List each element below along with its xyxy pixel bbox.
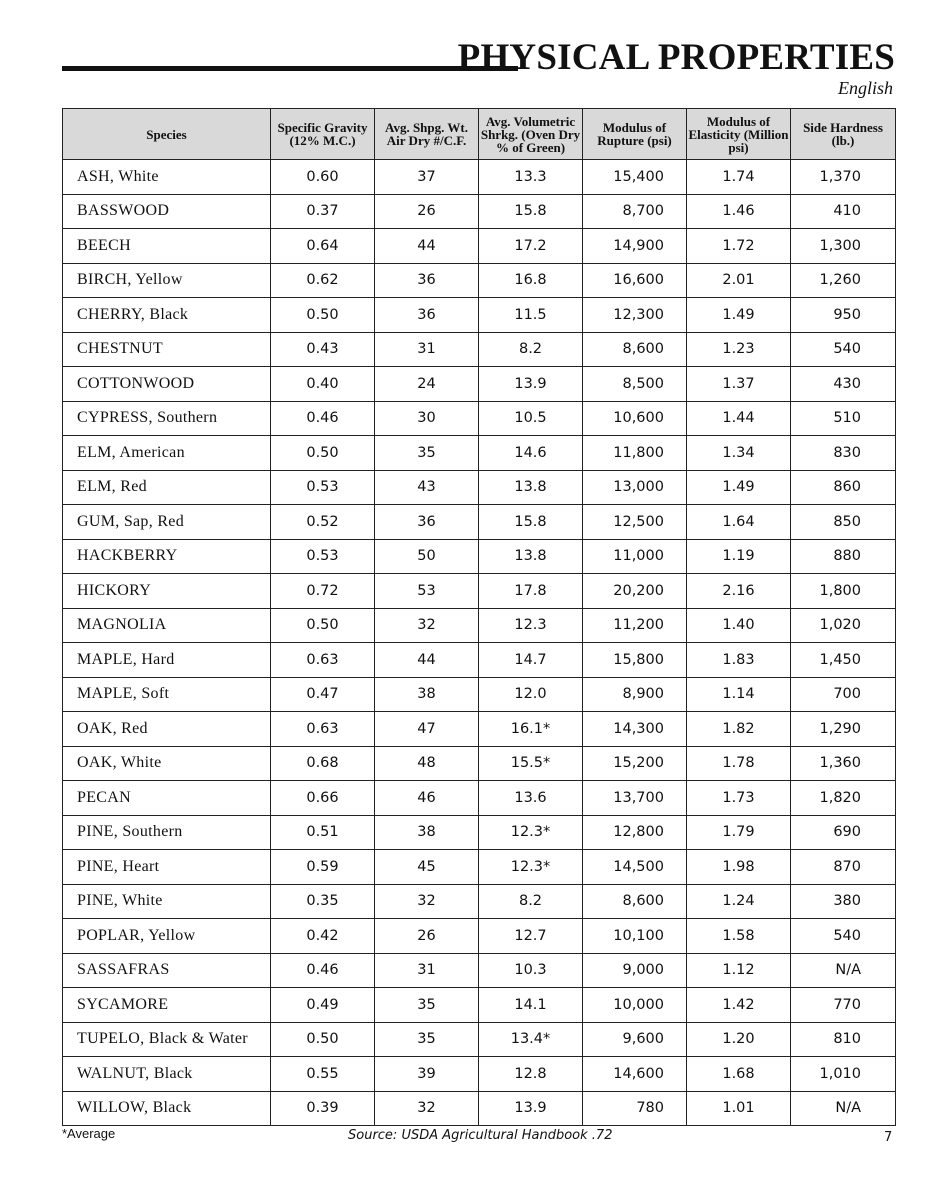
table-row bbox=[63, 1057, 896, 1092]
modulus-of-elasticity-cell: 1.40 bbox=[687, 608, 791, 643]
volumetric-shrinkage-cell: 12.3* bbox=[479, 850, 583, 885]
modulus-of-elasticity-cell: 1.01 bbox=[687, 1091, 791, 1126]
modulus-of-elasticity-cell: 1.82 bbox=[687, 712, 791, 747]
species-cell: GUM, Sap, Red bbox=[63, 505, 271, 540]
species-cell: OAK, White bbox=[63, 746, 271, 781]
shipping-weight-cell: 26 bbox=[375, 194, 479, 229]
specific-gravity-cell: 0.37 bbox=[271, 194, 375, 229]
modulus-of-elasticity-cell: 1.23 bbox=[687, 332, 791, 367]
modulus-of-rupture-cell: 14,900 bbox=[583, 229, 687, 264]
modulus-of-elasticity-cell: 1.64 bbox=[687, 505, 791, 540]
specific-gravity-cell: 0.43 bbox=[271, 332, 375, 367]
volumetric-shrinkage-cell: 13.3 bbox=[479, 160, 583, 195]
specific-gravity-cell: 0.47 bbox=[271, 677, 375, 712]
shipping-weight-cell: 39 bbox=[375, 1057, 479, 1092]
volumetric-shrinkage-cell: 12.7 bbox=[479, 919, 583, 954]
species-cell: ASH, White bbox=[63, 160, 271, 195]
species-cell: ELM, Red bbox=[63, 470, 271, 505]
modulus-of-elasticity-cell: 1.34 bbox=[687, 436, 791, 471]
modulus-of-elasticity-cell: 1.74 bbox=[687, 160, 791, 195]
modulus-of-elasticity-cell: 1.46 bbox=[687, 194, 791, 229]
table-row bbox=[63, 988, 896, 1023]
side-hardness-cell: 1,800 bbox=[791, 574, 896, 609]
modulus-of-rupture-cell: 8,900 bbox=[583, 677, 687, 712]
volumetric-shrinkage-cell: 13.6 bbox=[479, 781, 583, 816]
volumetric-shrinkage-cell: 13.4* bbox=[479, 1022, 583, 1057]
side-hardness-cell: 860 bbox=[791, 470, 896, 505]
side-hardness-cell: 1,450 bbox=[791, 643, 896, 678]
modulus-of-rupture-cell: 11,800 bbox=[583, 436, 687, 471]
modulus-of-elasticity-cell: 1.37 bbox=[687, 367, 791, 402]
species-cell: CYPRESS, Southern bbox=[63, 401, 271, 436]
volumetric-shrinkage-cell: 13.8 bbox=[479, 470, 583, 505]
table-row bbox=[63, 505, 896, 540]
species-cell: ELM, American bbox=[63, 436, 271, 471]
table-row bbox=[63, 332, 896, 367]
volumetric-shrinkage-cell: 8.2 bbox=[479, 884, 583, 919]
volumetric-shrinkage-cell: 14.7 bbox=[479, 643, 583, 678]
table-row bbox=[63, 401, 896, 436]
column-header-volumetric-shrinkage: Avg. Volumetric Shrkg. (Oven Dry % of Green) bbox=[479, 109, 583, 160]
shipping-weight-cell: 37 bbox=[375, 160, 479, 195]
volumetric-shrinkage-cell: 10.5 bbox=[479, 401, 583, 436]
species-cell: HACKBERRY bbox=[63, 539, 271, 574]
specific-gravity-cell: 0.72 bbox=[271, 574, 375, 609]
modulus-of-elasticity-cell: 1.24 bbox=[687, 884, 791, 919]
shipping-weight-cell: 38 bbox=[375, 677, 479, 712]
column-header-shipping-weight: Avg. Shpg. Wt. Air Dry #/C.F. bbox=[375, 109, 479, 160]
species-cell: CHERRY, Black bbox=[63, 298, 271, 333]
side-hardness-cell: 770 bbox=[791, 988, 896, 1023]
table-row bbox=[63, 229, 896, 264]
modulus-of-rupture-cell: 13,000 bbox=[583, 470, 687, 505]
column-header-modulus-of-rupture: Modulus of Rupture (psi) bbox=[583, 109, 687, 160]
volumetric-shrinkage-cell: 11.5 bbox=[479, 298, 583, 333]
side-hardness-cell: 1,260 bbox=[791, 263, 896, 298]
shipping-weight-cell: 36 bbox=[375, 298, 479, 333]
footnote: *Average bbox=[62, 1126, 116, 1141]
table-row bbox=[63, 677, 896, 712]
table-row bbox=[63, 953, 896, 988]
table-row bbox=[63, 436, 896, 471]
modulus-of-elasticity-cell: 1.44 bbox=[687, 401, 791, 436]
page-subtitle: English bbox=[837, 78, 893, 98]
table-row bbox=[63, 539, 896, 574]
table-row bbox=[63, 781, 896, 816]
volumetric-shrinkage-cell: 14.6 bbox=[479, 436, 583, 471]
volumetric-shrinkage-cell: 12.3* bbox=[479, 815, 583, 850]
side-hardness-cell: N/A bbox=[791, 953, 896, 988]
modulus-of-rupture-cell: 10,000 bbox=[583, 988, 687, 1023]
volumetric-shrinkage-cell: 15.8 bbox=[479, 194, 583, 229]
specific-gravity-cell: 0.52 bbox=[271, 505, 375, 540]
species-cell: PINE, Southern bbox=[63, 815, 271, 850]
modulus-of-rupture-cell: 8,700 bbox=[583, 194, 687, 229]
side-hardness-cell: 1,360 bbox=[791, 746, 896, 781]
shipping-weight-cell: 32 bbox=[375, 884, 479, 919]
species-cell: PINE, Heart bbox=[63, 850, 271, 885]
side-hardness-cell: 1,290 bbox=[791, 712, 896, 747]
specific-gravity-cell: 0.40 bbox=[271, 367, 375, 402]
side-hardness-cell: 700 bbox=[791, 677, 896, 712]
shipping-weight-cell: 35 bbox=[375, 988, 479, 1023]
species-cell: CHESTNUT bbox=[63, 332, 271, 367]
side-hardness-cell: 690 bbox=[791, 815, 896, 850]
modulus-of-elasticity-cell: 1.49 bbox=[687, 298, 791, 333]
modulus-of-elasticity-cell: 1.14 bbox=[687, 677, 791, 712]
species-cell: SYCAMORE bbox=[63, 988, 271, 1023]
species-cell: COTTONWOOD bbox=[63, 367, 271, 402]
side-hardness-cell: 950 bbox=[791, 298, 896, 333]
modulus-of-rupture-cell: 9,000 bbox=[583, 953, 687, 988]
side-hardness-cell: 1,020 bbox=[791, 608, 896, 643]
volumetric-shrinkage-cell: 15.5* bbox=[479, 746, 583, 781]
modulus-of-elasticity-cell: 1.58 bbox=[687, 919, 791, 954]
species-cell: BEECH bbox=[63, 229, 271, 264]
modulus-of-rupture-cell: 11,000 bbox=[583, 539, 687, 574]
volumetric-shrinkage-cell: 16.1* bbox=[479, 712, 583, 747]
species-cell: POPLAR, Yellow bbox=[63, 919, 271, 954]
side-hardness-cell: 380 bbox=[791, 884, 896, 919]
table-header-row bbox=[63, 109, 896, 160]
modulus-of-elasticity-cell: 1.79 bbox=[687, 815, 791, 850]
shipping-weight-cell: 50 bbox=[375, 539, 479, 574]
specific-gravity-cell: 0.39 bbox=[271, 1091, 375, 1126]
volumetric-shrinkage-cell: 10.3 bbox=[479, 953, 583, 988]
volumetric-shrinkage-cell: 17.2 bbox=[479, 229, 583, 264]
volumetric-shrinkage-cell: 13.8 bbox=[479, 539, 583, 574]
shipping-weight-cell: 36 bbox=[375, 505, 479, 540]
table-body bbox=[63, 160, 896, 1126]
specific-gravity-cell: 0.35 bbox=[271, 884, 375, 919]
shipping-weight-cell: 36 bbox=[375, 263, 479, 298]
species-cell: TUPELO, Black & Water bbox=[63, 1022, 271, 1057]
species-cell: OAK, Red bbox=[63, 712, 271, 747]
modulus-of-rupture-cell: 8,600 bbox=[583, 884, 687, 919]
shipping-weight-cell: 31 bbox=[375, 332, 479, 367]
species-cell: PECAN bbox=[63, 781, 271, 816]
side-hardness-cell: 430 bbox=[791, 367, 896, 402]
modulus-of-rupture-cell: 780 bbox=[583, 1091, 687, 1126]
modulus-of-rupture-cell: 10,600 bbox=[583, 401, 687, 436]
shipping-weight-cell: 47 bbox=[375, 712, 479, 747]
modulus-of-elasticity-cell: 2.01 bbox=[687, 263, 791, 298]
table-row bbox=[63, 160, 896, 195]
side-hardness-cell: 810 bbox=[791, 1022, 896, 1057]
shipping-weight-cell: 32 bbox=[375, 608, 479, 643]
specific-gravity-cell: 0.53 bbox=[271, 470, 375, 505]
volumetric-shrinkage-cell: 17.8 bbox=[479, 574, 583, 609]
modulus-of-rupture-cell: 15,400 bbox=[583, 160, 687, 195]
side-hardness-cell: 1,300 bbox=[791, 229, 896, 264]
side-hardness-cell: 410 bbox=[791, 194, 896, 229]
modulus-of-rupture-cell: 16,600 bbox=[583, 263, 687, 298]
specific-gravity-cell: 0.42 bbox=[271, 919, 375, 954]
table-row bbox=[63, 367, 896, 402]
table-row bbox=[63, 574, 896, 609]
table-row bbox=[63, 850, 896, 885]
shipping-weight-cell: 24 bbox=[375, 367, 479, 402]
side-hardness-cell: 1,370 bbox=[791, 160, 896, 195]
table-row bbox=[63, 470, 896, 505]
modulus-of-elasticity-cell: 1.78 bbox=[687, 746, 791, 781]
page-number: 7 bbox=[884, 1130, 893, 1145]
volumetric-shrinkage-cell: 8.2 bbox=[479, 332, 583, 367]
table-row bbox=[63, 1091, 896, 1126]
species-cell: HICKORY bbox=[63, 574, 271, 609]
species-cell: MAGNOLIA bbox=[63, 608, 271, 643]
shipping-weight-cell: 35 bbox=[375, 436, 479, 471]
species-cell: SASSAFRAS bbox=[63, 953, 271, 988]
modulus-of-elasticity-cell: 2.16 bbox=[687, 574, 791, 609]
specific-gravity-cell: 0.51 bbox=[271, 815, 375, 850]
specific-gravity-cell: 0.50 bbox=[271, 1022, 375, 1057]
table-row bbox=[63, 263, 896, 298]
volumetric-shrinkage-cell: 14.1 bbox=[479, 988, 583, 1023]
modulus-of-rupture-cell: 9,600 bbox=[583, 1022, 687, 1057]
shipping-weight-cell: 32 bbox=[375, 1091, 479, 1126]
header-rule bbox=[62, 66, 518, 71]
source-citation: Source: USDA Agricultural Handbook .72 bbox=[348, 1128, 613, 1143]
modulus-of-elasticity-cell: 1.72 bbox=[687, 229, 791, 264]
table-row bbox=[63, 1022, 896, 1057]
species-cell: PINE, White bbox=[63, 884, 271, 919]
side-hardness-cell: 510 bbox=[791, 401, 896, 436]
modulus-of-rupture-cell: 14,300 bbox=[583, 712, 687, 747]
shipping-weight-cell: 31 bbox=[375, 953, 479, 988]
side-hardness-cell: 880 bbox=[791, 539, 896, 574]
specific-gravity-cell: 0.63 bbox=[271, 712, 375, 747]
modulus-of-elasticity-cell: 1.49 bbox=[687, 470, 791, 505]
modulus-of-elasticity-cell: 1.12 bbox=[687, 953, 791, 988]
modulus-of-rupture-cell: 11,200 bbox=[583, 608, 687, 643]
shipping-weight-cell: 26 bbox=[375, 919, 479, 954]
properties-table bbox=[62, 108, 896, 1126]
shipping-weight-cell: 44 bbox=[375, 229, 479, 264]
specific-gravity-cell: 0.53 bbox=[271, 539, 375, 574]
table-row bbox=[63, 608, 896, 643]
modulus-of-elasticity-cell: 1.83 bbox=[687, 643, 791, 678]
shipping-weight-cell: 45 bbox=[375, 850, 479, 885]
table-row bbox=[63, 815, 896, 850]
modulus-of-elasticity-cell: 1.20 bbox=[687, 1022, 791, 1057]
specific-gravity-cell: 0.49 bbox=[271, 988, 375, 1023]
species-cell: BASSWOOD bbox=[63, 194, 271, 229]
side-hardness-cell: 850 bbox=[791, 505, 896, 540]
volumetric-shrinkage-cell: 13.9 bbox=[479, 1091, 583, 1126]
page-title: PHYSICAL PROPERTIES bbox=[457, 37, 895, 78]
volumetric-shrinkage-cell: 16.8 bbox=[479, 263, 583, 298]
modulus-of-rupture-cell: 8,600 bbox=[583, 332, 687, 367]
modulus-of-rupture-cell: 10,100 bbox=[583, 919, 687, 954]
modulus-of-rupture-cell: 15,200 bbox=[583, 746, 687, 781]
table-row bbox=[63, 298, 896, 333]
shipping-weight-cell: 30 bbox=[375, 401, 479, 436]
modulus-of-elasticity-cell: 1.19 bbox=[687, 539, 791, 574]
side-hardness-cell: 1,820 bbox=[791, 781, 896, 816]
side-hardness-cell: 830 bbox=[791, 436, 896, 471]
species-cell: WILLOW, Black bbox=[63, 1091, 271, 1126]
specific-gravity-cell: 0.68 bbox=[271, 746, 375, 781]
column-header-side-hardness: Side Hardness (lb.) bbox=[791, 109, 896, 160]
side-hardness-cell: 1,010 bbox=[791, 1057, 896, 1092]
shipping-weight-cell: 46 bbox=[375, 781, 479, 816]
modulus-of-rupture-cell: 12,800 bbox=[583, 815, 687, 850]
modulus-of-rupture-cell: 12,500 bbox=[583, 505, 687, 540]
table-row bbox=[63, 746, 896, 781]
column-header-specific-gravity: Specific Gravity (12% M.C.) bbox=[271, 109, 375, 160]
table-row bbox=[63, 194, 896, 229]
side-hardness-cell: 870 bbox=[791, 850, 896, 885]
table-row bbox=[63, 712, 896, 747]
specific-gravity-cell: 0.46 bbox=[271, 953, 375, 988]
specific-gravity-cell: 0.60 bbox=[271, 160, 375, 195]
shipping-weight-cell: 43 bbox=[375, 470, 479, 505]
modulus-of-rupture-cell: 8,500 bbox=[583, 367, 687, 402]
shipping-weight-cell: 44 bbox=[375, 643, 479, 678]
column-header-species: Species bbox=[63, 109, 271, 160]
species-cell: WALNUT, Black bbox=[63, 1057, 271, 1092]
specific-gravity-cell: 0.50 bbox=[271, 436, 375, 471]
shipping-weight-cell: 35 bbox=[375, 1022, 479, 1057]
modulus-of-elasticity-cell: 1.73 bbox=[687, 781, 791, 816]
modulus-of-elasticity-cell: 1.98 bbox=[687, 850, 791, 885]
modulus-of-rupture-cell: 15,800 bbox=[583, 643, 687, 678]
side-hardness-cell: N/A bbox=[791, 1091, 896, 1126]
modulus-of-rupture-cell: 14,500 bbox=[583, 850, 687, 885]
table-row bbox=[63, 643, 896, 678]
side-hardness-cell: 540 bbox=[791, 919, 896, 954]
species-cell: MAPLE, Soft bbox=[63, 677, 271, 712]
shipping-weight-cell: 53 bbox=[375, 574, 479, 609]
modulus-of-rupture-cell: 20,200 bbox=[583, 574, 687, 609]
modulus-of-rupture-cell: 14,600 bbox=[583, 1057, 687, 1092]
modulus-of-elasticity-cell: 1.68 bbox=[687, 1057, 791, 1092]
volumetric-shrinkage-cell: 12.8 bbox=[479, 1057, 583, 1092]
modulus-of-rupture-cell: 12,300 bbox=[583, 298, 687, 333]
modulus-of-elasticity-cell: 1.42 bbox=[687, 988, 791, 1023]
column-header-modulus-of-elasticity: Modulus of Elasticity (Million psi) bbox=[687, 109, 791, 160]
specific-gravity-cell: 0.50 bbox=[271, 608, 375, 643]
side-hardness-cell: 540 bbox=[791, 332, 896, 367]
specific-gravity-cell: 0.55 bbox=[271, 1057, 375, 1092]
volumetric-shrinkage-cell: 15.8 bbox=[479, 505, 583, 540]
specific-gravity-cell: 0.63 bbox=[271, 643, 375, 678]
specific-gravity-cell: 0.64 bbox=[271, 229, 375, 264]
modulus-of-rupture-cell: 13,700 bbox=[583, 781, 687, 816]
species-cell: MAPLE, Hard bbox=[63, 643, 271, 678]
specific-gravity-cell: 0.46 bbox=[271, 401, 375, 436]
shipping-weight-cell: 48 bbox=[375, 746, 479, 781]
shipping-weight-cell: 38 bbox=[375, 815, 479, 850]
volumetric-shrinkage-cell: 13.9 bbox=[479, 367, 583, 402]
specific-gravity-cell: 0.50 bbox=[271, 298, 375, 333]
table-row bbox=[63, 884, 896, 919]
specific-gravity-cell: 0.62 bbox=[271, 263, 375, 298]
specific-gravity-cell: 0.59 bbox=[271, 850, 375, 885]
volumetric-shrinkage-cell: 12.0 bbox=[479, 677, 583, 712]
species-cell: BIRCH, Yellow bbox=[63, 263, 271, 298]
volumetric-shrinkage-cell: 12.3 bbox=[479, 608, 583, 643]
table-row bbox=[63, 919, 896, 954]
specific-gravity-cell: 0.66 bbox=[271, 781, 375, 816]
